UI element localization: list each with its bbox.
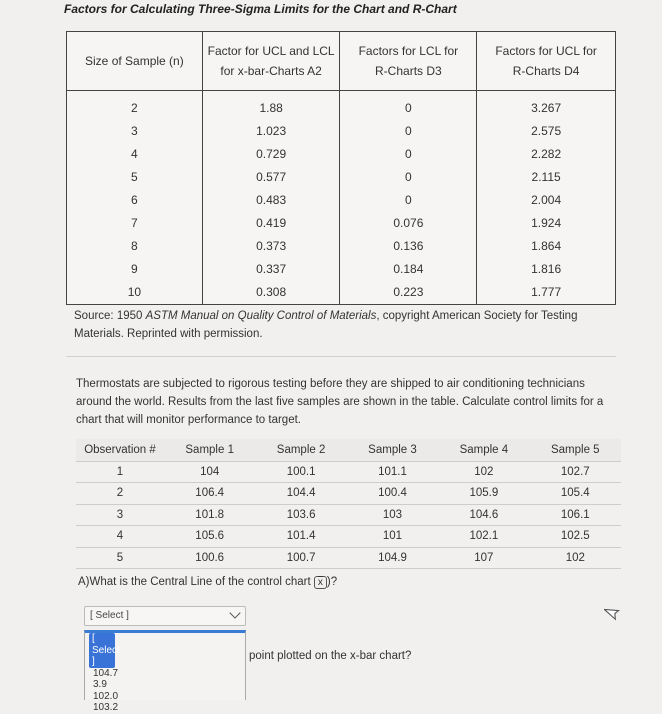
factor-row — [67, 281, 616, 305]
observation-cell: 102 — [530, 547, 621, 569]
observation-cell: 100.7 — [255, 547, 346, 569]
factor-cell: 0 — [340, 166, 477, 189]
dropdown-option[interactable]: 104.7 — [93, 667, 119, 679]
factor-cell: 0.577 — [202, 166, 340, 189]
observation-cell: 101.8 — [164, 504, 255, 526]
factor-header-3: Factors for LCL for R-Charts D3 — [340, 32, 477, 91]
observation-cell: 105.9 — [438, 483, 529, 505]
factor-cell: 3 — [67, 120, 203, 143]
observation-row — [76, 547, 621, 569]
factor-cell: 0.223 — [340, 281, 477, 305]
factor-row — [67, 143, 616, 166]
factor-cell: 0 — [340, 189, 477, 212]
observation-row — [76, 461, 621, 483]
question-suffix: )? — [326, 576, 338, 588]
factor-cell: 0 — [340, 120, 477, 143]
observation-cell: 4 — [76, 526, 164, 548]
factor-row — [67, 166, 616, 189]
observation-cell: 2 — [76, 483, 164, 505]
source-suffix: , copyright American Society for Testing Materials. Reprinted with permission. — [74, 310, 578, 340]
observation-cell: 106.4 — [164, 483, 255, 505]
factor-cell: 2.282 — [477, 143, 616, 166]
factor-cell: 0.419 — [202, 212, 340, 235]
observation-table — [76, 439, 621, 569]
factor-cell: 0 — [340, 91, 477, 120]
factor-cell: 1.864 — [477, 235, 616, 258]
factor-cell: 0.308 — [202, 281, 340, 305]
observation-cell: 107 — [438, 547, 529, 569]
answer-dropdown-list[interactable] — [84, 630, 246, 713]
factor-cell: 0.729 — [202, 143, 340, 166]
factor-cell: 9 — [67, 258, 203, 281]
observation-cell: 102.5 — [530, 526, 621, 548]
observation-header: Sample 3 — [347, 439, 438, 461]
select-current-value: [ Select ] — [90, 610, 129, 621]
observation-cell: 106.1 — [530, 504, 621, 526]
factor-header-2: Factor for UCL and LCL for x-bar-Charts A2 — [202, 32, 340, 91]
factor-cell: 0 — [340, 143, 477, 166]
observation-cell: 100.6 — [164, 547, 255, 569]
factor-cell: 1.777 — [477, 281, 616, 305]
source-citation — [74, 307, 614, 343]
factor-cell: 0.337 — [202, 258, 340, 281]
answer-select[interactable] — [84, 606, 246, 626]
observation-cell: 102 — [438, 461, 529, 483]
question-text: A)What is the Central Line of the control chart — [78, 576, 314, 588]
factor-cell: 1.924 — [477, 212, 616, 235]
observation-row — [76, 483, 621, 505]
observation-cell: 105.6 — [164, 526, 255, 548]
observation-cell: 105.4 — [530, 483, 621, 505]
factor-cell: 3.267 — [477, 91, 616, 120]
observation-cell: 104.6 — [438, 504, 529, 526]
factor-row — [67, 120, 616, 143]
problem-text: Thermostats are subjected to rigorous testing before they are shipped to air conditioning technicians around the world. Results from the last five samples are shown in the table. Calculate control limits for a chart that will monitor performance to target. — [76, 378, 604, 426]
observation-header: Sample 5 — [530, 439, 621, 461]
factor-row — [67, 258, 616, 281]
observation-cell: 103 — [347, 504, 438, 526]
factor-cell: 1.023 — [202, 120, 340, 143]
observation-row — [76, 504, 621, 526]
observation-cell: 102.7 — [530, 461, 621, 483]
observation-cell: 104.4 — [255, 483, 346, 505]
factor-row — [67, 212, 616, 235]
factor-row — [67, 91, 616, 120]
chevron-down-icon — [229, 607, 240, 618]
factor-cell: 2.004 — [477, 189, 616, 212]
factor-header-1: Size of Sample (n) — [67, 32, 203, 91]
dropdown-option[interactable]: 3.9 — [93, 679, 107, 690]
next-question-fragment: point plotted on the x-bar chart? — [249, 650, 412, 662]
factor-cell: 7 — [67, 212, 203, 235]
observation-cell: 1 — [76, 461, 164, 483]
observation-header: Observation # — [76, 439, 164, 461]
observation-cell: 104.9 — [347, 547, 438, 569]
observation-cell: 100.4 — [347, 483, 438, 505]
dropdown-option[interactable]: 103.2 — [93, 702, 119, 713]
factor-cell: 2.115 — [477, 166, 616, 189]
factor-row — [67, 235, 616, 258]
source-title: ASTM Manual on Quality Control of Materials — [145, 310, 377, 322]
divider — [66, 356, 616, 357]
observation-header: Sample 1 — [164, 439, 255, 461]
factor-cell: 0.076 — [340, 212, 477, 235]
factor-table — [66, 31, 616, 305]
observation-cell: 101.1 — [347, 461, 438, 483]
observation-cell: 100.1 — [255, 461, 346, 483]
factor-cell: 0.136 — [340, 235, 477, 258]
factor-cell: 1.816 — [477, 258, 616, 281]
factor-cell: 8 — [67, 235, 203, 258]
cursor-icon — [604, 604, 620, 627]
x-bar-symbol: $\overline{x}$ — [314, 576, 327, 589]
factor-cell: 2.575 — [477, 120, 616, 143]
observation-header: Sample 4 — [438, 439, 529, 461]
source-prefix: Source: 1950 — [74, 310, 146, 322]
factor-header-4: Factors for UCL for R-Charts D4 — [477, 32, 616, 91]
dropdown-option[interactable]: 102.0 — [93, 690, 119, 702]
factor-cell: 0.184 — [340, 258, 477, 281]
factor-cell: 0.373 — [202, 235, 340, 258]
observation-cell: 103.6 — [255, 504, 346, 526]
factor-cell: 0.483 — [202, 189, 340, 212]
observation-cell: 101 — [347, 526, 438, 548]
factor-cell: 10 — [67, 281, 203, 305]
page-title: Factors for Calculating Three-Sigma Limits for the Chart and R-Chart — [64, 2, 457, 16]
observation-cell: 5 — [76, 547, 164, 569]
dropdown-option[interactable]: [ Select ] — [89, 633, 115, 668]
factor-cell: 4 — [67, 143, 203, 166]
observation-cell: 101.4 — [255, 526, 346, 548]
factor-cell: 6 — [67, 189, 203, 212]
question-central-line — [78, 576, 337, 589]
observation-cell: 104 — [164, 461, 255, 483]
observation-row — [76, 526, 621, 548]
observation-header: Sample 2 — [255, 439, 346, 461]
factor-cell: 5 — [67, 166, 203, 189]
factor-cell: 1.88 — [202, 91, 340, 120]
observation-cell: 102.1 — [438, 526, 529, 548]
factor-cell: 2 — [67, 91, 203, 120]
factor-row — [67, 189, 616, 212]
observation-cell: 3 — [76, 504, 164, 526]
